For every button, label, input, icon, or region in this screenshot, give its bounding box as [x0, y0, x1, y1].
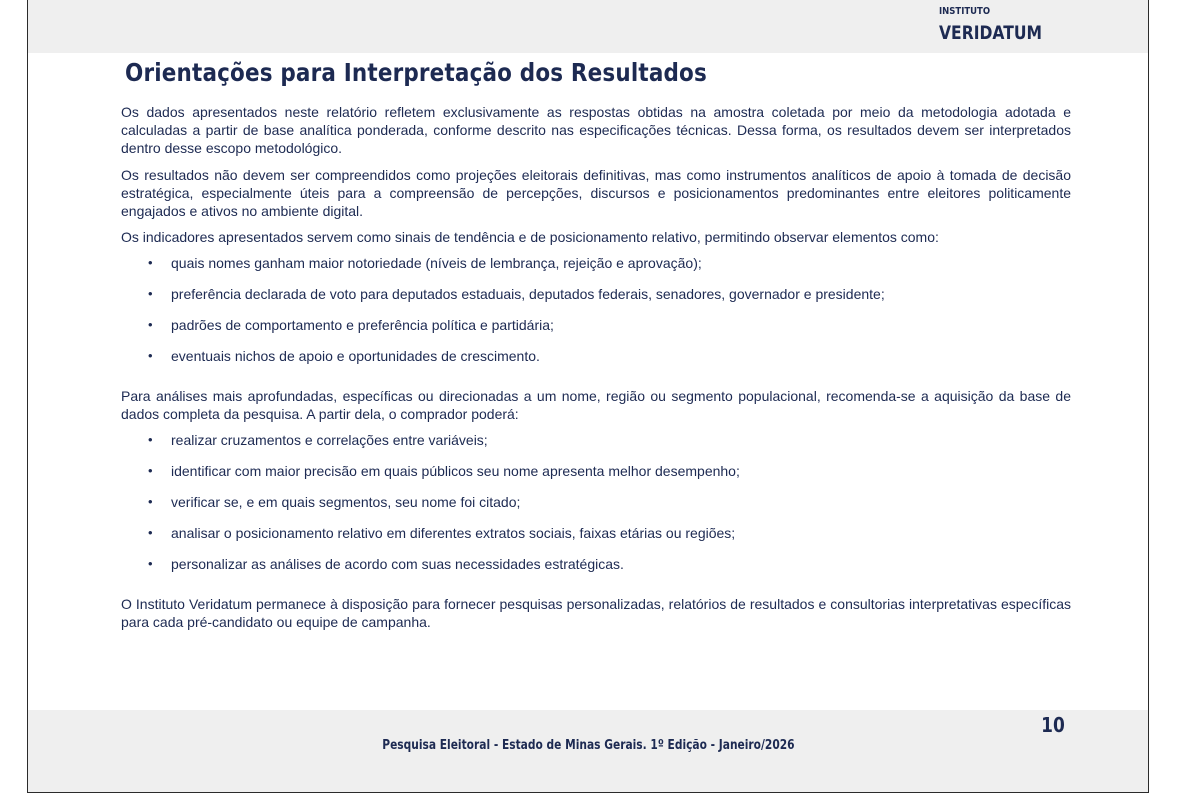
list-item: • verificar se, e em quais segmentos, seu nome foi citado;	[121, 493, 1071, 524]
list-item: • quais nomes ganham maior notoriedade (níveis de lembrança, rejeição e aprovação);	[121, 254, 1071, 285]
brand-institute-label: INSTITUTO	[939, 6, 991, 17]
indicators-list	[121, 254, 1071, 378]
body-content	[121, 103, 1071, 639]
list-item: • preferência declarada de voto para deputados estaduais, deputados federais, senadores, governador e presidente;	[121, 285, 1071, 316]
list-item: • personalizar as análises de acordo com suas necessidades estratégicas.	[121, 555, 1071, 586]
paragraph-interpretation: Os resultados não devem ser compreendidos como projeções eleitorais definitivas, mas como instrumentos analíticos de apoio à tomada de decisão estratégica, especialmente úteis para a compreensão de percepções, discursos e posicionamentos predominantes entre eleitores politicamente engajados e ativos no ambiente digital.	[121, 167, 1071, 219]
list-item: • eventuais nichos de apoio e oportunidades de crescimento.	[121, 347, 1071, 378]
paragraph-indicators: Os indicadores apresentados servem como sinais de tendência e de posicionamento relativo, permitindo observar elementos como:	[121, 229, 939, 245]
paragraph-further-analysis: Para análises mais aprofundadas, específicas ou direcionadas a um nome, região ou segmento populacional, recomenda-se a aquisição da base de dados completa da pesquisa. A partir dela, o comprador poderá:	[121, 388, 1071, 422]
brand-name: VERIDATUM	[939, 22, 1043, 44]
paragraph-methodology: Os dados apresentados neste relatório refletem exclusivamente as respostas obtidas na amostra coletada por meio da metodologia adotada e calculadas a partir de base analítica ponderada, conforme descrito nas especificações técnicas. Dessa forma, os resultados devem ser interpretados dentro desse escopo metodológico.	[121, 104, 1071, 156]
buyer-capabilities-list	[121, 431, 1071, 586]
brand-logo	[939, 6, 1065, 44]
paragraph-closing: O Instituto Veridatum permanece à disposição para fornecer pesquisas personalizadas, relatórios de resultados e consultorias interpretativas específicas para cada pré-candidato ou equipe de campanha.	[121, 596, 1071, 630]
page-title: Orientações para Interpretação dos Resultados	[125, 58, 707, 87]
footer-caption-text: Pesquisa Eleitoral - Estado de Minas Gerais. 1º Edição - Janeiro/2026	[381, 738, 795, 753]
document-page	[27, 0, 1149, 793]
list-item: • realizar cruzamentos e correlações entre variáveis;	[121, 431, 1071, 462]
list-item: • analisar o posicionamento relativo em diferentes extratos sociais, faixas etárias ou regiões;	[121, 524, 1071, 555]
page-number: 10	[1041, 713, 1065, 737]
footer-caption	[28, 738, 1148, 753]
list-item: • padrões de comportamento e preferência política e partidária;	[121, 316, 1071, 347]
list-item: • identificar com maior precisão em quais públicos seu nome apresenta melhor desempenho;	[121, 462, 1071, 493]
